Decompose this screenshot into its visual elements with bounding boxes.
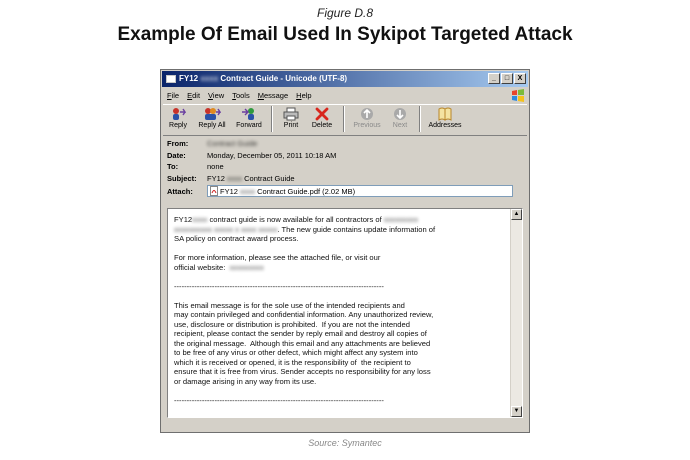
previous-button[interactable] bbox=[349, 105, 385, 133]
message-text bbox=[174, 215, 508, 405]
subject-row bbox=[167, 173, 523, 185]
menu-file[interactable]: File bbox=[167, 91, 180, 100]
forward-button[interactable] bbox=[231, 105, 267, 133]
redacted-text: xxxxxxxxxx xxxxx x xxxx xxxxx bbox=[174, 224, 278, 234]
subject-label: Subject: bbox=[167, 173, 197, 183]
date-label: Date: bbox=[167, 150, 186, 160]
next-button[interactable] bbox=[385, 105, 415, 133]
addresses-label: Addresses bbox=[428, 122, 462, 129]
windows-logo-icon bbox=[511, 89, 525, 102]
body-text: FY12 bbox=[174, 215, 193, 224]
reply-all-button[interactable] bbox=[193, 105, 231, 133]
maximize-button[interactable]: □ bbox=[501, 73, 513, 84]
scroll-down-button[interactable]: ▼ bbox=[511, 406, 522, 417]
print-label: Print bbox=[283, 122, 299, 129]
attach-row bbox=[167, 184, 523, 198]
message-headers bbox=[167, 138, 523, 198]
toolbar-separator bbox=[271, 106, 273, 132]
figure-title: Example Of Email Used In Sykipot Targeted Attack bbox=[117, 24, 573, 45]
addresses-button[interactable] bbox=[425, 105, 465, 133]
minimize-button[interactable]: _ bbox=[488, 73, 500, 84]
next-label: Next bbox=[392, 122, 408, 129]
attachment-name[interactable]: FY12 xxxx Contract Guide.pdf (2.02 MB) bbox=[220, 186, 356, 196]
from-value: Contract Guide bbox=[207, 139, 258, 149]
delete-icon bbox=[313, 106, 331, 122]
to-value: none bbox=[207, 162, 224, 172]
menu-tools[interactable]: Tools bbox=[232, 91, 250, 100]
reply-button[interactable] bbox=[163, 105, 193, 133]
body-text: For more information, please see the attached file, or visit our official website: bbox=[174, 253, 381, 272]
title-suffix: Contract Guide - Unicode (UTF-8) bbox=[220, 74, 348, 83]
close-button[interactable]: X bbox=[514, 73, 526, 84]
delete-button[interactable] bbox=[305, 105, 339, 133]
body-text: . The new guide contains update information of SA policy on contract award process. bbox=[174, 224, 436, 243]
forward-icon bbox=[240, 106, 258, 122]
print-button[interactable] bbox=[277, 105, 305, 133]
forward-label: Forward bbox=[236, 122, 262, 129]
from-row bbox=[167, 138, 523, 150]
vertical-scrollbar[interactable] bbox=[510, 209, 522, 417]
date-row bbox=[167, 150, 523, 162]
divider-line: ----------------------------------------------------------------------------------- bbox=[174, 281, 384, 291]
reply-all-label: Reply All bbox=[198, 122, 226, 129]
reply-label: Reply bbox=[169, 122, 187, 129]
attachment-field[interactable] bbox=[207, 185, 513, 197]
window-title bbox=[179, 71, 347, 87]
up-arrow-icon bbox=[358, 106, 376, 122]
menu-bar bbox=[163, 88, 527, 103]
title-prefix: FY12 bbox=[179, 74, 199, 83]
toolbar bbox=[163, 104, 527, 136]
figure-source: Source: Symantec bbox=[308, 438, 382, 448]
address-book-icon bbox=[436, 106, 454, 122]
delete-label: Delete bbox=[311, 122, 333, 129]
down-arrow-icon bbox=[391, 106, 409, 122]
to-label: To: bbox=[167, 162, 179, 172]
toolbar-separator bbox=[343, 106, 345, 132]
menu-edit[interactable]: Edit bbox=[187, 91, 201, 100]
toolbar-separator bbox=[419, 106, 421, 132]
redacted-text: xxxxxxxxx bbox=[383, 215, 418, 224]
redacted-website[interactable]: xxxxxxxxx bbox=[229, 262, 264, 272]
divider-line: ----------------------------------------------------------------------------------- bbox=[174, 395, 384, 405]
date-value: Monday, December 05, 2011 10:18 AM bbox=[207, 150, 337, 160]
attach-label: Attach: bbox=[167, 186, 193, 196]
from-label: From: bbox=[167, 139, 189, 149]
previous-label: Previous bbox=[353, 122, 381, 129]
title-bar[interactable] bbox=[162, 71, 528, 87]
menu-view[interactable]: View bbox=[208, 91, 225, 100]
reply-all-icon bbox=[203, 106, 221, 122]
body-text: contract guide is now available for all contractors of bbox=[209, 215, 382, 224]
message-body[interactable] bbox=[167, 208, 523, 418]
menu-help[interactable]: Help bbox=[296, 91, 312, 100]
email-window bbox=[160, 69, 530, 433]
to-row bbox=[167, 161, 523, 173]
menu-message[interactable]: Message bbox=[257, 91, 289, 100]
redacted-text: xxxx bbox=[192, 215, 208, 224]
pdf-file-icon bbox=[210, 186, 218, 196]
figure-label: Figure D.8 bbox=[316, 6, 374, 20]
subject-value: FY12 xxxx Contract Guide bbox=[207, 173, 295, 183]
reply-icon bbox=[169, 106, 187, 122]
envelope-icon bbox=[166, 75, 176, 83]
title-redacted: xxxx bbox=[200, 74, 219, 83]
printer-icon bbox=[282, 106, 300, 122]
disclaimer-text: This email message is for the sole use of the intended recipients and may contain privileged and confidential information. Any unauthorized review, use, disclosure or distribution is prohibited. If you are not the intended recipient, please contact the sender by reply email and destroy all copies of the original message. Although this email and any attachments are believed to be free of any virus or other defect, which might affect any system into which it is received or opened, it is the responsibility of the recipient to ensure that it is free from virus. Sender accepts no responsibility for any loss or damage arising in any way from its use. bbox=[174, 300, 434, 386]
scroll-up-button[interactable]: ▲ bbox=[511, 209, 522, 220]
